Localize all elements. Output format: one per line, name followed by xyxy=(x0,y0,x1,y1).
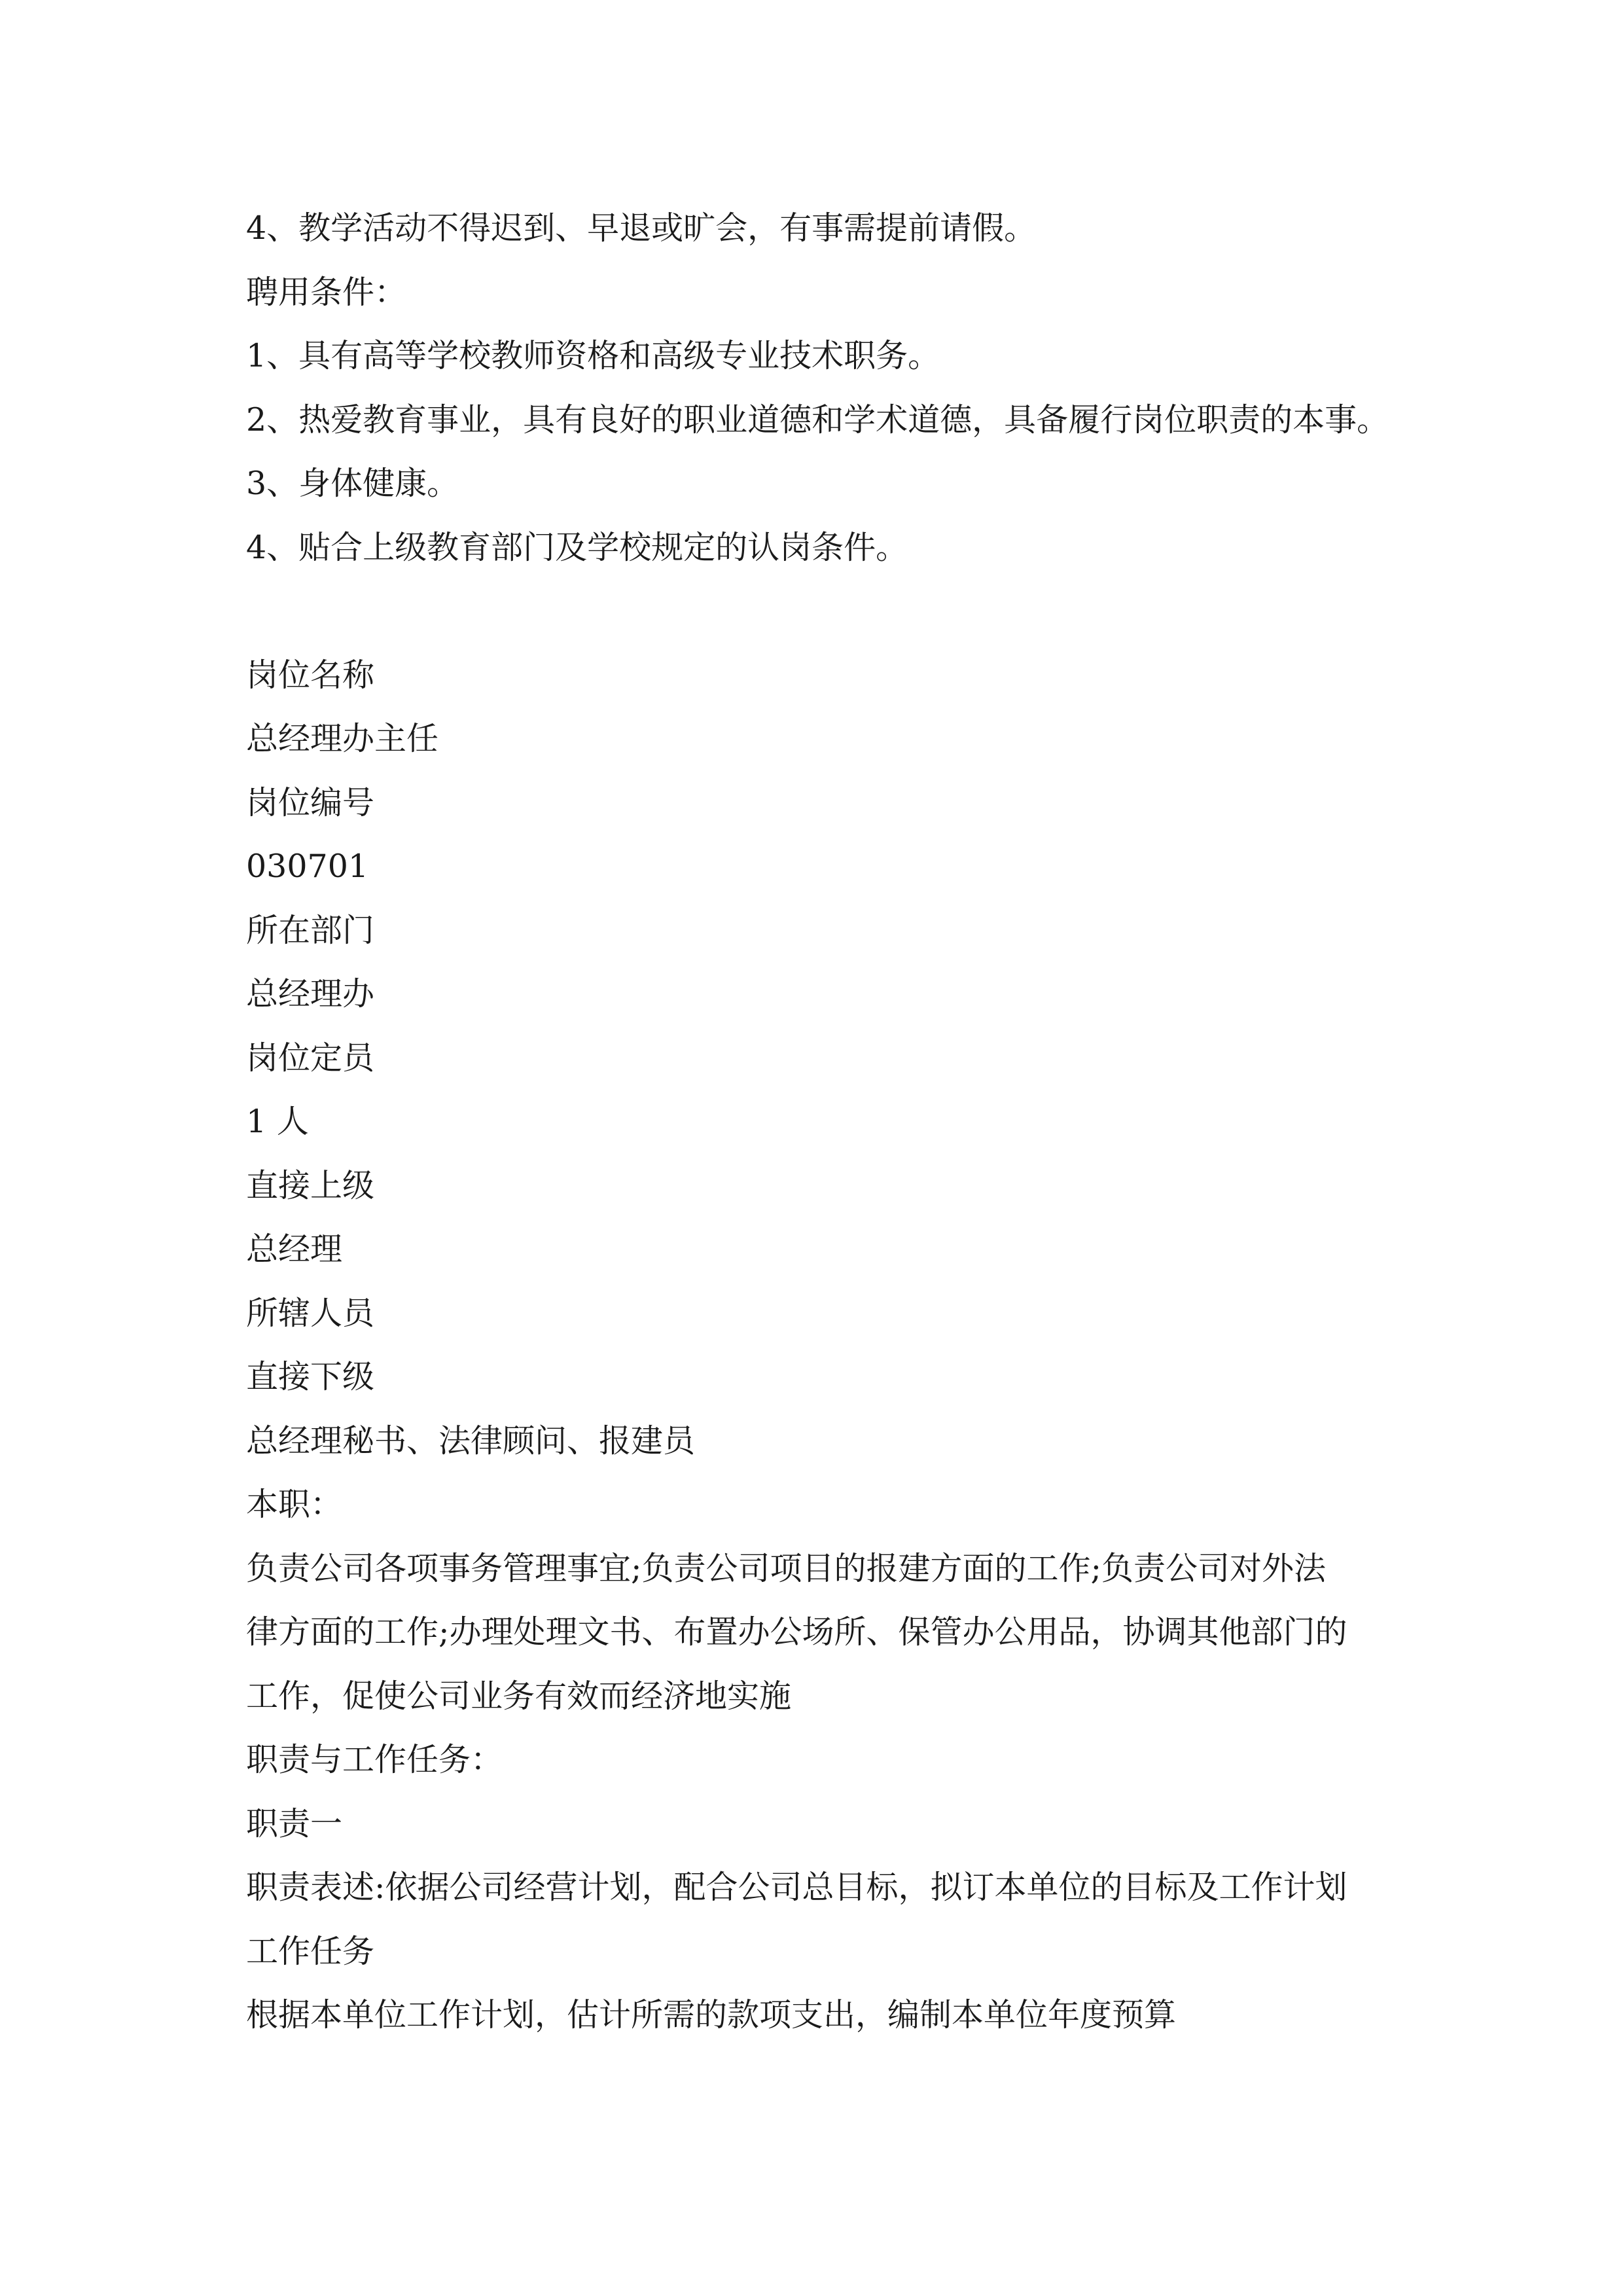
text-line: 岗位编号 xyxy=(246,783,375,821)
text-line: 030701 xyxy=(246,848,369,885)
blank-line xyxy=(246,579,1398,643)
text-line: 岗位名称 xyxy=(246,656,375,694)
text-line: 职责一 xyxy=(246,1804,343,1842)
text-line: 总经理办主任 xyxy=(246,720,439,757)
text-line: 职责与工作任务： xyxy=(246,1741,503,1778)
text-line: 职责表述:依据公司经营计划，配合公司总目标，拟订本单位的目标及工作计划 xyxy=(246,1869,1347,1906)
text-line: 1 人 xyxy=(246,1103,309,1140)
text-line: 所辖人员 xyxy=(246,1294,375,1332)
text-line: 4、教学活动不得迟到、早退或旷会，有事需提前请假。 xyxy=(246,209,1037,247)
text-line: 岗位定员 xyxy=(246,1039,375,1077)
text-line: 总经理 xyxy=(246,1230,343,1268)
text-line: 直接下级 xyxy=(246,1358,375,1395)
text-line: 4、贴合上级教育部门及学校规定的认岗条件。 xyxy=(246,528,908,566)
text-line: 总经理办 xyxy=(246,975,375,1013)
text-line: 聘用条件： xyxy=(246,273,407,311)
text-line: 本职： xyxy=(246,1486,343,1523)
text-line: 律方面的工作;办理处理文书、布置办公场所、保管办公用品，协调其他部门的 xyxy=(246,1613,1347,1651)
text-line: 负责公司各项事务管理事宜;负责公司项目的报建方面的工作;负责公司对外法 xyxy=(246,1549,1327,1587)
text-line: 工作任务 xyxy=(246,1932,375,1970)
document-body xyxy=(246,196,1398,2047)
text-line: 直接上级 xyxy=(246,1166,375,1204)
text-line: 总经理秘书、法律顾问、报建员 xyxy=(246,1422,696,1460)
text-line: 工作，促使公司业务有效而经济地实施 xyxy=(246,1677,792,1715)
text-line: 2、热爱教育事业，具有良好的职业道德和学术道德，具备履行岗位职责的本事。 xyxy=(246,401,1389,439)
text-line: 所在部门 xyxy=(246,911,375,949)
text-line: 1、具有高等学校教师资格和高级专业技术职务。 xyxy=(246,337,940,374)
text-line: 3、身体健康。 xyxy=(246,465,459,502)
text-line: 根据本单位工作计划，估计所需的款项支出，编制本单位年度预算 xyxy=(246,1996,1177,2034)
